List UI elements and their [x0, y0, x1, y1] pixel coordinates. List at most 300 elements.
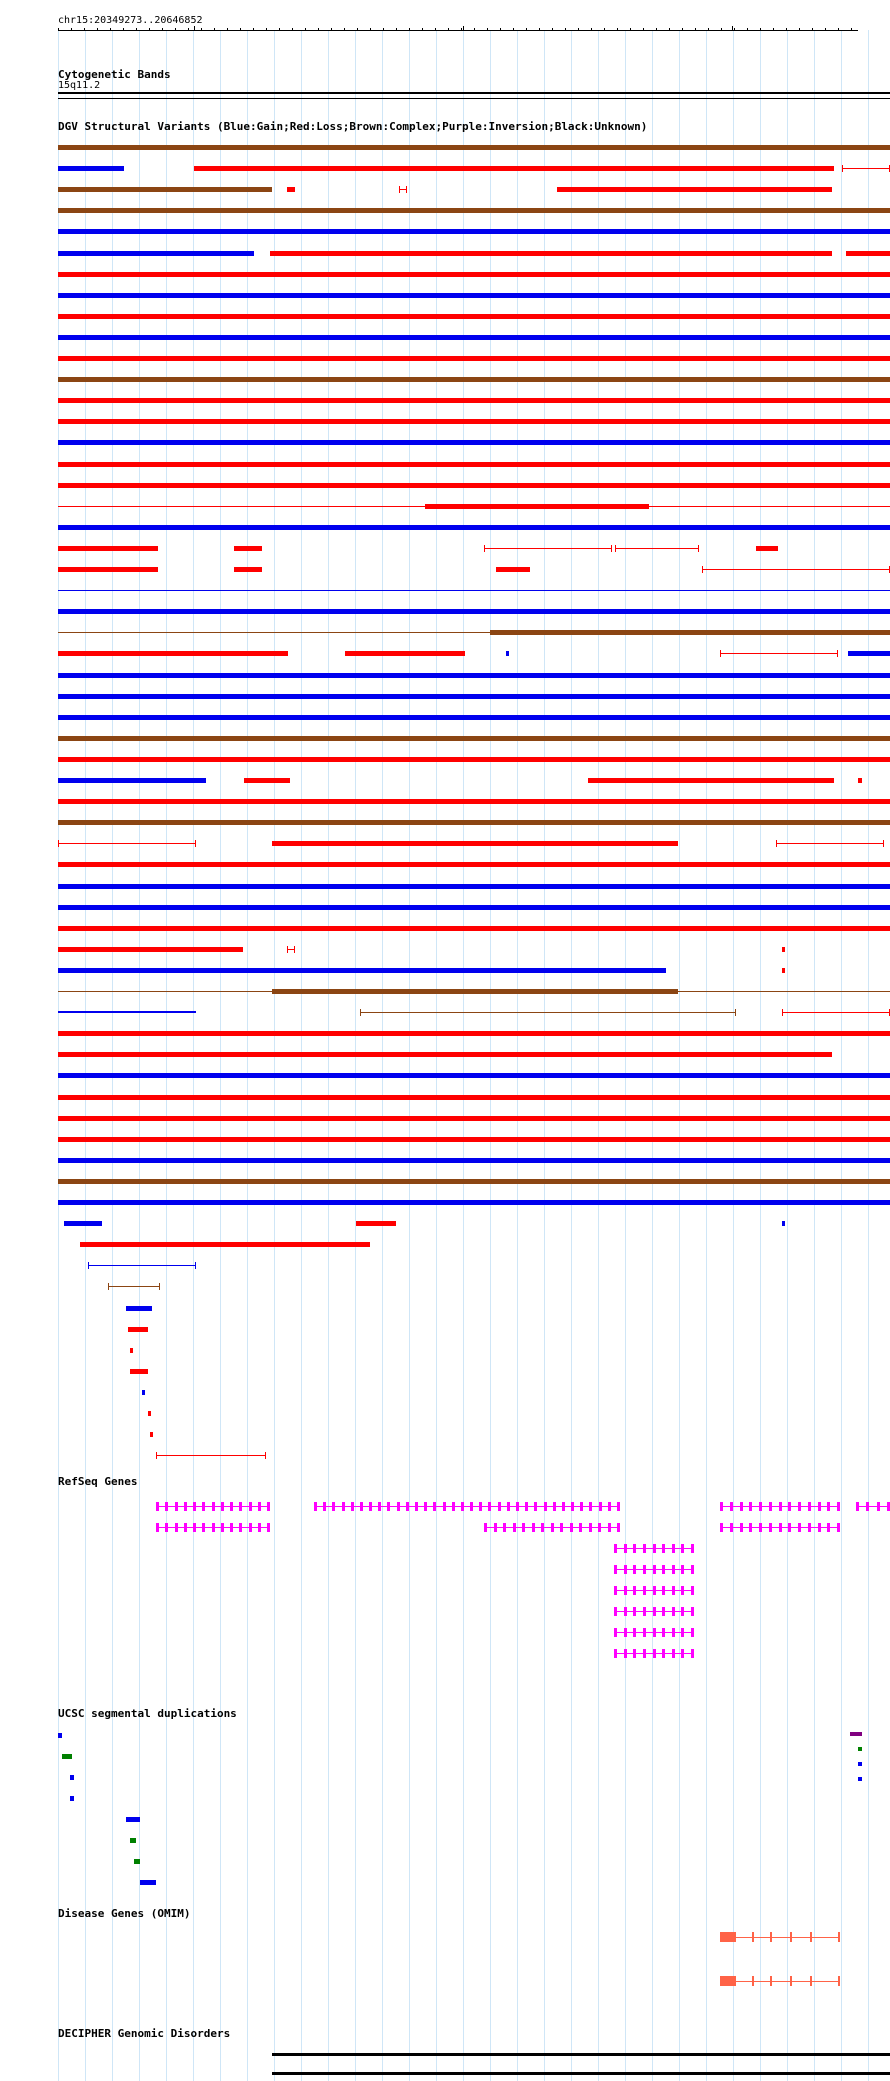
variant-bar[interactable]: [150, 1432, 153, 1437]
gene-exon: [624, 1544, 627, 1553]
variant-bar[interactable]: [58, 862, 890, 867]
gene-exon: [433, 1502, 436, 1511]
segdup-bar[interactable]: [858, 1747, 862, 1751]
ruler-minor-tick: [409, 28, 410, 31]
gene-exon: [507, 1502, 510, 1511]
variant-bar[interactable]: [58, 546, 158, 551]
gene-exon: [551, 1523, 554, 1532]
variant-bar-end: [156, 1452, 157, 1459]
gene-exon: [239, 1523, 242, 1532]
gene-exon: [571, 1502, 574, 1511]
ruler-minor-tick: [773, 28, 774, 31]
segdup-bar[interactable]: [62, 1754, 72, 1759]
ruler-minor-tick: [812, 28, 813, 31]
gene-exon: [175, 1523, 178, 1532]
ruler-minor-tick: [227, 28, 228, 31]
ruler-minor-tick: [435, 28, 436, 31]
segdup-bar[interactable]: [70, 1796, 74, 1801]
gene-exon: [672, 1586, 675, 1595]
variant-bar[interactable]: [848, 651, 890, 656]
variant-bar[interactable]: [58, 208, 890, 213]
variant-bar[interactable]: [58, 1011, 196, 1013]
gene-exon: [720, 1502, 723, 1511]
variant-bar[interactable]: [58, 1031, 890, 1036]
gene-exon: [662, 1628, 665, 1637]
omim-gene-exon: [770, 1976, 772, 1986]
gene-exon: [633, 1607, 636, 1616]
variant-bar[interactable]: [782, 968, 785, 973]
gene-exon: [513, 1523, 516, 1532]
gene-exon: [614, 1544, 617, 1553]
variant-bar[interactable]: [702, 569, 890, 570]
ruler-minor-tick: [539, 28, 540, 31]
gene-exon: [397, 1502, 400, 1511]
ruler-minor-tick: [591, 28, 592, 31]
ruler-minor-tick: [825, 28, 826, 31]
ruler-minor-tick: [357, 28, 358, 31]
variant-bar[interactable]: [58, 525, 890, 530]
ruler-minor-tick: [318, 28, 319, 31]
gene-exon: [653, 1628, 656, 1637]
ruler-minor-tick: [162, 28, 163, 31]
variant-bar[interactable]: [360, 1012, 736, 1013]
gene-exon: [212, 1502, 215, 1511]
variant-bar[interactable]: [58, 251, 254, 256]
gene-exon: [740, 1523, 743, 1532]
variant-bar[interactable]: [80, 1242, 370, 1247]
ruler-tick: [463, 26, 464, 31]
variant-bar-end: [776, 840, 777, 847]
gene-exon: [608, 1502, 611, 1511]
variant-bar[interactable]: [194, 166, 834, 171]
variant-bar[interactable]: [58, 947, 243, 952]
variant-bar[interactable]: [58, 926, 890, 931]
variant-bar[interactable]: [58, 1158, 890, 1163]
gene-exon: [818, 1502, 821, 1511]
ruler-minor-tick: [175, 28, 176, 31]
variant-bar[interactable]: [58, 757, 890, 762]
segdup-bar[interactable]: [134, 1859, 140, 1864]
ruler-minor-tick: [526, 28, 527, 31]
segdup-bar[interactable]: [850, 1732, 862, 1736]
variant-bar[interactable]: [58, 440, 890, 445]
variant-bar[interactable]: [345, 651, 465, 656]
variant-bar[interactable]: [58, 377, 890, 382]
ruler-minor-tick: [396, 28, 397, 31]
gene-exon: [314, 1502, 317, 1511]
variant-bar-end: [782, 1009, 783, 1016]
variant-bar[interactable]: [782, 947, 785, 952]
variant-bar[interactable]: [244, 778, 290, 783]
ruler-minor-tick: [240, 28, 241, 31]
ruler-minor-tick: [370, 28, 371, 31]
gene-exon: [267, 1502, 270, 1511]
variant-bar[interactable]: [58, 1179, 890, 1184]
gene-exon: [443, 1502, 446, 1511]
variant-bar-end: [484, 545, 485, 552]
gene-exon: [643, 1628, 646, 1637]
variant-bar[interactable]: [287, 187, 295, 192]
variant-bar-end: [615, 545, 616, 552]
gene-exon: [202, 1502, 205, 1511]
gene-exon: [643, 1544, 646, 1553]
ruler-minor-tick: [253, 28, 254, 31]
gene-exon: [193, 1523, 196, 1532]
gene-exon: [614, 1565, 617, 1574]
variant-bar[interactable]: [425, 504, 649, 509]
ruler-minor-tick: [344, 28, 345, 31]
ruler-minor-tick: [292, 28, 293, 31]
gene-exon: [681, 1565, 684, 1574]
ruler-minor-tick: [799, 28, 800, 31]
variant-bar[interactable]: [720, 653, 838, 654]
gene-exon: [221, 1502, 224, 1511]
variant-bar[interactable]: [272, 989, 678, 994]
variant-bar[interactable]: [58, 609, 890, 614]
variant-bar[interactable]: [88, 1265, 196, 1266]
gene-exon: [624, 1628, 627, 1637]
variant-bar-end: [702, 566, 703, 573]
gene-exon: [672, 1649, 675, 1658]
gene-exon: [837, 1502, 840, 1511]
omim-gene-exon: [838, 1976, 840, 1986]
variant-bar[interactable]: [58, 145, 890, 150]
variant-bar[interactable]: [58, 483, 890, 488]
ruler-minor-tick: [136, 28, 137, 31]
segdup-bar[interactable]: [70, 1775, 74, 1780]
gene-exon: [387, 1502, 390, 1511]
gene-exon: [662, 1544, 665, 1553]
decipher-track-title[interactable]: DECIPHER Genomic Disorders: [58, 2027, 231, 2040]
gene-exon: [165, 1502, 168, 1511]
gene-exon: [672, 1628, 675, 1637]
ruler-minor-tick: [734, 28, 735, 31]
gene-exon: [624, 1565, 627, 1574]
gene-exon: [691, 1649, 694, 1658]
gene-exon: [562, 1502, 565, 1511]
gene-exon: [633, 1565, 636, 1574]
ruler-minor-tick: [422, 28, 423, 31]
gene-exon: [589, 1523, 592, 1532]
gene-intron[interactable]: [856, 1506, 890, 1507]
location-label: chr15:20349273..20646852: [58, 15, 203, 26]
ruler-minor-tick: [500, 28, 501, 31]
gene-exon: [503, 1523, 506, 1532]
gene-exon: [653, 1607, 656, 1616]
variant-bar[interactable]: [58, 694, 890, 699]
variant-bar[interactable]: [356, 1221, 396, 1226]
gene-exon: [323, 1502, 326, 1511]
gene-exon: [332, 1502, 335, 1511]
ruler-minor-tick: [513, 28, 514, 31]
omim-gene-exon: [810, 1976, 812, 1986]
gene-exon: [691, 1628, 694, 1637]
gene-exon: [175, 1502, 178, 1511]
variant-bar[interactable]: [58, 1116, 890, 1121]
segdup-bar[interactable]: [130, 1838, 136, 1843]
variant-bar[interactable]: [130, 1348, 133, 1353]
gene-exon: [351, 1502, 354, 1511]
gene-exon: [589, 1502, 592, 1511]
ruler-minor-tick: [630, 28, 631, 31]
omim-gene-exon: [790, 1932, 792, 1942]
variant-bar[interactable]: [615, 548, 699, 549]
gene-exon: [230, 1502, 233, 1511]
variant-bar[interactable]: [496, 567, 530, 572]
variant-bar[interactable]: [234, 546, 262, 551]
gene-exon: [643, 1565, 646, 1574]
variant-bar[interactable]: [58, 272, 890, 277]
gene-exon: [877, 1502, 880, 1511]
gene-exon: [681, 1607, 684, 1616]
variant-bar-end: [735, 1009, 736, 1016]
variant-bar[interactable]: [588, 778, 834, 783]
omim-gene-block[interactable]: [720, 1932, 736, 1942]
variant-bar[interactable]: [58, 778, 206, 783]
gene-exon: [749, 1523, 752, 1532]
variant-bar[interactable]: [58, 398, 890, 403]
gene-exon: [579, 1523, 582, 1532]
gene-exon: [165, 1523, 168, 1532]
ruler-minor-tick: [708, 28, 709, 31]
variant-bar[interactable]: [58, 736, 890, 741]
variant-bar[interactable]: [58, 651, 288, 656]
gene-exon: [230, 1523, 233, 1532]
variant-bar[interactable]: [58, 884, 890, 889]
gene-exon: [249, 1502, 252, 1511]
variant-bar[interactable]: [782, 1012, 890, 1013]
segdup-bar[interactable]: [58, 1733, 62, 1738]
gene-exon: [653, 1586, 656, 1595]
omim-gene-exon: [838, 1932, 840, 1942]
segdup-track-title[interactable]: UCSC segmental duplications: [58, 1707, 237, 1720]
gene-exon: [672, 1565, 675, 1574]
variant-bar-end: [837, 650, 838, 657]
ruler-minor-tick: [552, 28, 553, 31]
gene-exon: [461, 1502, 464, 1511]
variant-bar[interactable]: [58, 419, 890, 424]
variant-bar-end: [406, 186, 407, 193]
gene-exon: [672, 1607, 675, 1616]
gene-exon: [498, 1502, 501, 1511]
variant-bar[interactable]: [234, 567, 262, 572]
variant-bar-end: [611, 545, 612, 552]
gene-exon: [614, 1649, 617, 1658]
variant-bar-end: [159, 1283, 160, 1290]
dgv-track-title[interactable]: DGV Structural Variants (Blue:Gain;Red:Loss;Brown:Complex;Purple:Inversion;Black:Unknown): [58, 120, 648, 133]
gene-exon: [730, 1502, 733, 1511]
gene-exon: [516, 1502, 519, 1511]
variant-bar[interactable]: [776, 843, 884, 844]
variant-bar[interactable]: [58, 335, 890, 340]
gene-exon: [779, 1523, 782, 1532]
variant-bar[interactable]: [484, 548, 612, 549]
gene-exon: [258, 1523, 261, 1532]
variant-bar[interactable]: [58, 1052, 832, 1057]
gene-exon: [808, 1523, 811, 1532]
variant-bar[interactable]: [58, 567, 158, 572]
variant-bar[interactable]: [846, 251, 890, 256]
gene-exon: [488, 1502, 491, 1511]
gene-exon: [681, 1544, 684, 1553]
ruler-minor-tick: [565, 28, 566, 31]
gene-exon: [720, 1523, 723, 1532]
omim-gene-exon: [790, 1976, 792, 1986]
ruler-minor-tick: [461, 28, 462, 31]
ruler-minor-tick: [305, 28, 306, 31]
gene-exon: [614, 1607, 617, 1616]
variant-bar[interactable]: [58, 293, 890, 298]
variant-bar[interactable]: [272, 841, 678, 846]
segdup-bar[interactable]: [858, 1762, 862, 1766]
gene-exon: [643, 1607, 646, 1616]
variant-bar[interactable]: [58, 905, 890, 910]
segdup-bar[interactable]: [858, 1777, 862, 1781]
gene-exon: [494, 1523, 497, 1532]
gene-exon: [522, 1523, 525, 1532]
variant-bar[interactable]: [58, 1073, 890, 1078]
gene-exon: [544, 1502, 547, 1511]
variant-bar[interactable]: [142, 1390, 145, 1395]
gene-exon: [532, 1523, 535, 1532]
variant-bar[interactable]: [58, 314, 890, 319]
variant-bar[interactable]: [270, 251, 832, 256]
gene-exon: [415, 1502, 418, 1511]
variant-bar[interactable]: [58, 187, 272, 192]
variant-bar[interactable]: [858, 778, 862, 783]
gene-exon: [267, 1523, 270, 1532]
omim-gene-exon: [770, 1932, 772, 1942]
gene-exon: [570, 1523, 573, 1532]
variant-bar[interactable]: [58, 673, 890, 678]
variant-bar[interactable]: [148, 1411, 151, 1416]
omim-track-title[interactable]: Disease Genes (OMIM): [58, 1907, 191, 1920]
gene-exon: [624, 1586, 627, 1595]
gene-exon: [633, 1544, 636, 1553]
variant-bar[interactable]: [782, 1221, 785, 1226]
variant-bar[interactable]: [58, 968, 666, 973]
gene-exon: [184, 1502, 187, 1511]
gene-exon: [691, 1586, 694, 1595]
variant-bar[interactable]: [58, 843, 196, 844]
gene-exon: [617, 1523, 620, 1532]
gene-exon: [553, 1502, 556, 1511]
gene-exon: [156, 1523, 159, 1532]
ruler-minor-tick: [487, 28, 488, 31]
variant-bar[interactable]: [58, 820, 890, 825]
gene-exon: [258, 1502, 261, 1511]
gene-exon: [193, 1502, 196, 1511]
variant-bar[interactable]: [58, 1095, 890, 1100]
gene-exon: [653, 1544, 656, 1553]
variant-bar[interactable]: [58, 166, 124, 171]
refseq-track-title[interactable]: RefSeq Genes: [58, 1475, 138, 1488]
variant-bar[interactable]: [58, 229, 890, 234]
ruler-minor-tick: [760, 28, 761, 31]
cytoband-title: Cytogenetic Bands: [58, 68, 171, 81]
variant-bar-end: [399, 186, 400, 193]
ruler-minor-tick: [188, 28, 189, 31]
ruler-minor-tick: [331, 28, 332, 31]
gene-exon: [866, 1502, 869, 1511]
gene-exon: [580, 1502, 583, 1511]
gene-exon: [827, 1523, 830, 1532]
gene-exon: [837, 1523, 840, 1532]
variant-bar[interactable]: [756, 546, 778, 551]
ruler-minor-tick: [695, 28, 696, 31]
variant-bar[interactable]: [126, 1306, 152, 1311]
gene-exon: [560, 1523, 563, 1532]
variant-bar[interactable]: [58, 462, 890, 467]
variant-bar[interactable]: [557, 187, 832, 192]
variant-bar[interactable]: [58, 590, 890, 591]
track-separator: [58, 98, 890, 99]
omim-gene-exon: [810, 1932, 812, 1942]
gene-exon: [479, 1502, 482, 1511]
gene-exon: [452, 1502, 455, 1511]
gene-exon: [614, 1628, 617, 1637]
variant-bar[interactable]: [506, 651, 509, 656]
ruler-minor-tick: [149, 28, 150, 31]
variant-bar-end: [195, 1262, 196, 1269]
variant-bar-end: [360, 1009, 361, 1016]
variant-bar[interactable]: [58, 799, 890, 804]
gene-exon: [624, 1607, 627, 1616]
variant-bar[interactable]: [128, 1327, 148, 1332]
cytoband-bar: [58, 92, 890, 94]
segdup-bar[interactable]: [140, 1880, 156, 1885]
gene-exon: [541, 1523, 544, 1532]
gene-exon: [730, 1523, 733, 1532]
omim-gene-block[interactable]: [720, 1976, 736, 1986]
variant-bar-end: [265, 1452, 266, 1459]
gene-exon: [672, 1544, 675, 1553]
omim-gene-exon: [752, 1976, 754, 1986]
ruler-minor-tick: [279, 28, 280, 31]
ruler-minor-tick: [682, 28, 683, 31]
variant-bar[interactable]: [108, 1286, 160, 1287]
gene-exon: [779, 1502, 782, 1511]
ruler-minor-tick: [669, 28, 670, 31]
variant-bar[interactable]: [130, 1369, 148, 1374]
ruler-minor-tick: [201, 28, 202, 31]
ruler-minor-tick: [58, 28, 59, 31]
variant-bar-end: [883, 840, 884, 847]
gene-exon: [643, 1649, 646, 1658]
decipher-bar[interactable]: [272, 2053, 890, 2056]
variant-bar[interactable]: [156, 1455, 266, 1456]
segdup-bar[interactable]: [126, 1817, 140, 1822]
ruler-minor-tick: [851, 28, 852, 31]
decipher-bar[interactable]: [272, 2072, 890, 2075]
gene-exon: [202, 1523, 205, 1532]
variant-bar[interactable]: [58, 715, 890, 720]
variant-bar[interactable]: [58, 356, 890, 361]
gene-exon: [769, 1502, 772, 1511]
ruler-minor-tick: [643, 28, 644, 31]
variant-bar[interactable]: [58, 1137, 890, 1142]
gene-exon: [599, 1502, 602, 1511]
variant-bar[interactable]: [490, 630, 890, 635]
gene-exon: [342, 1502, 345, 1511]
gene-exon: [818, 1523, 821, 1532]
gene-exon: [798, 1523, 801, 1532]
gene-exon: [681, 1628, 684, 1637]
variant-bar[interactable]: [842, 168, 890, 169]
variant-bar[interactable]: [64, 1221, 102, 1226]
gene-exon: [212, 1523, 215, 1532]
variant-bar[interactable]: [58, 1200, 890, 1205]
